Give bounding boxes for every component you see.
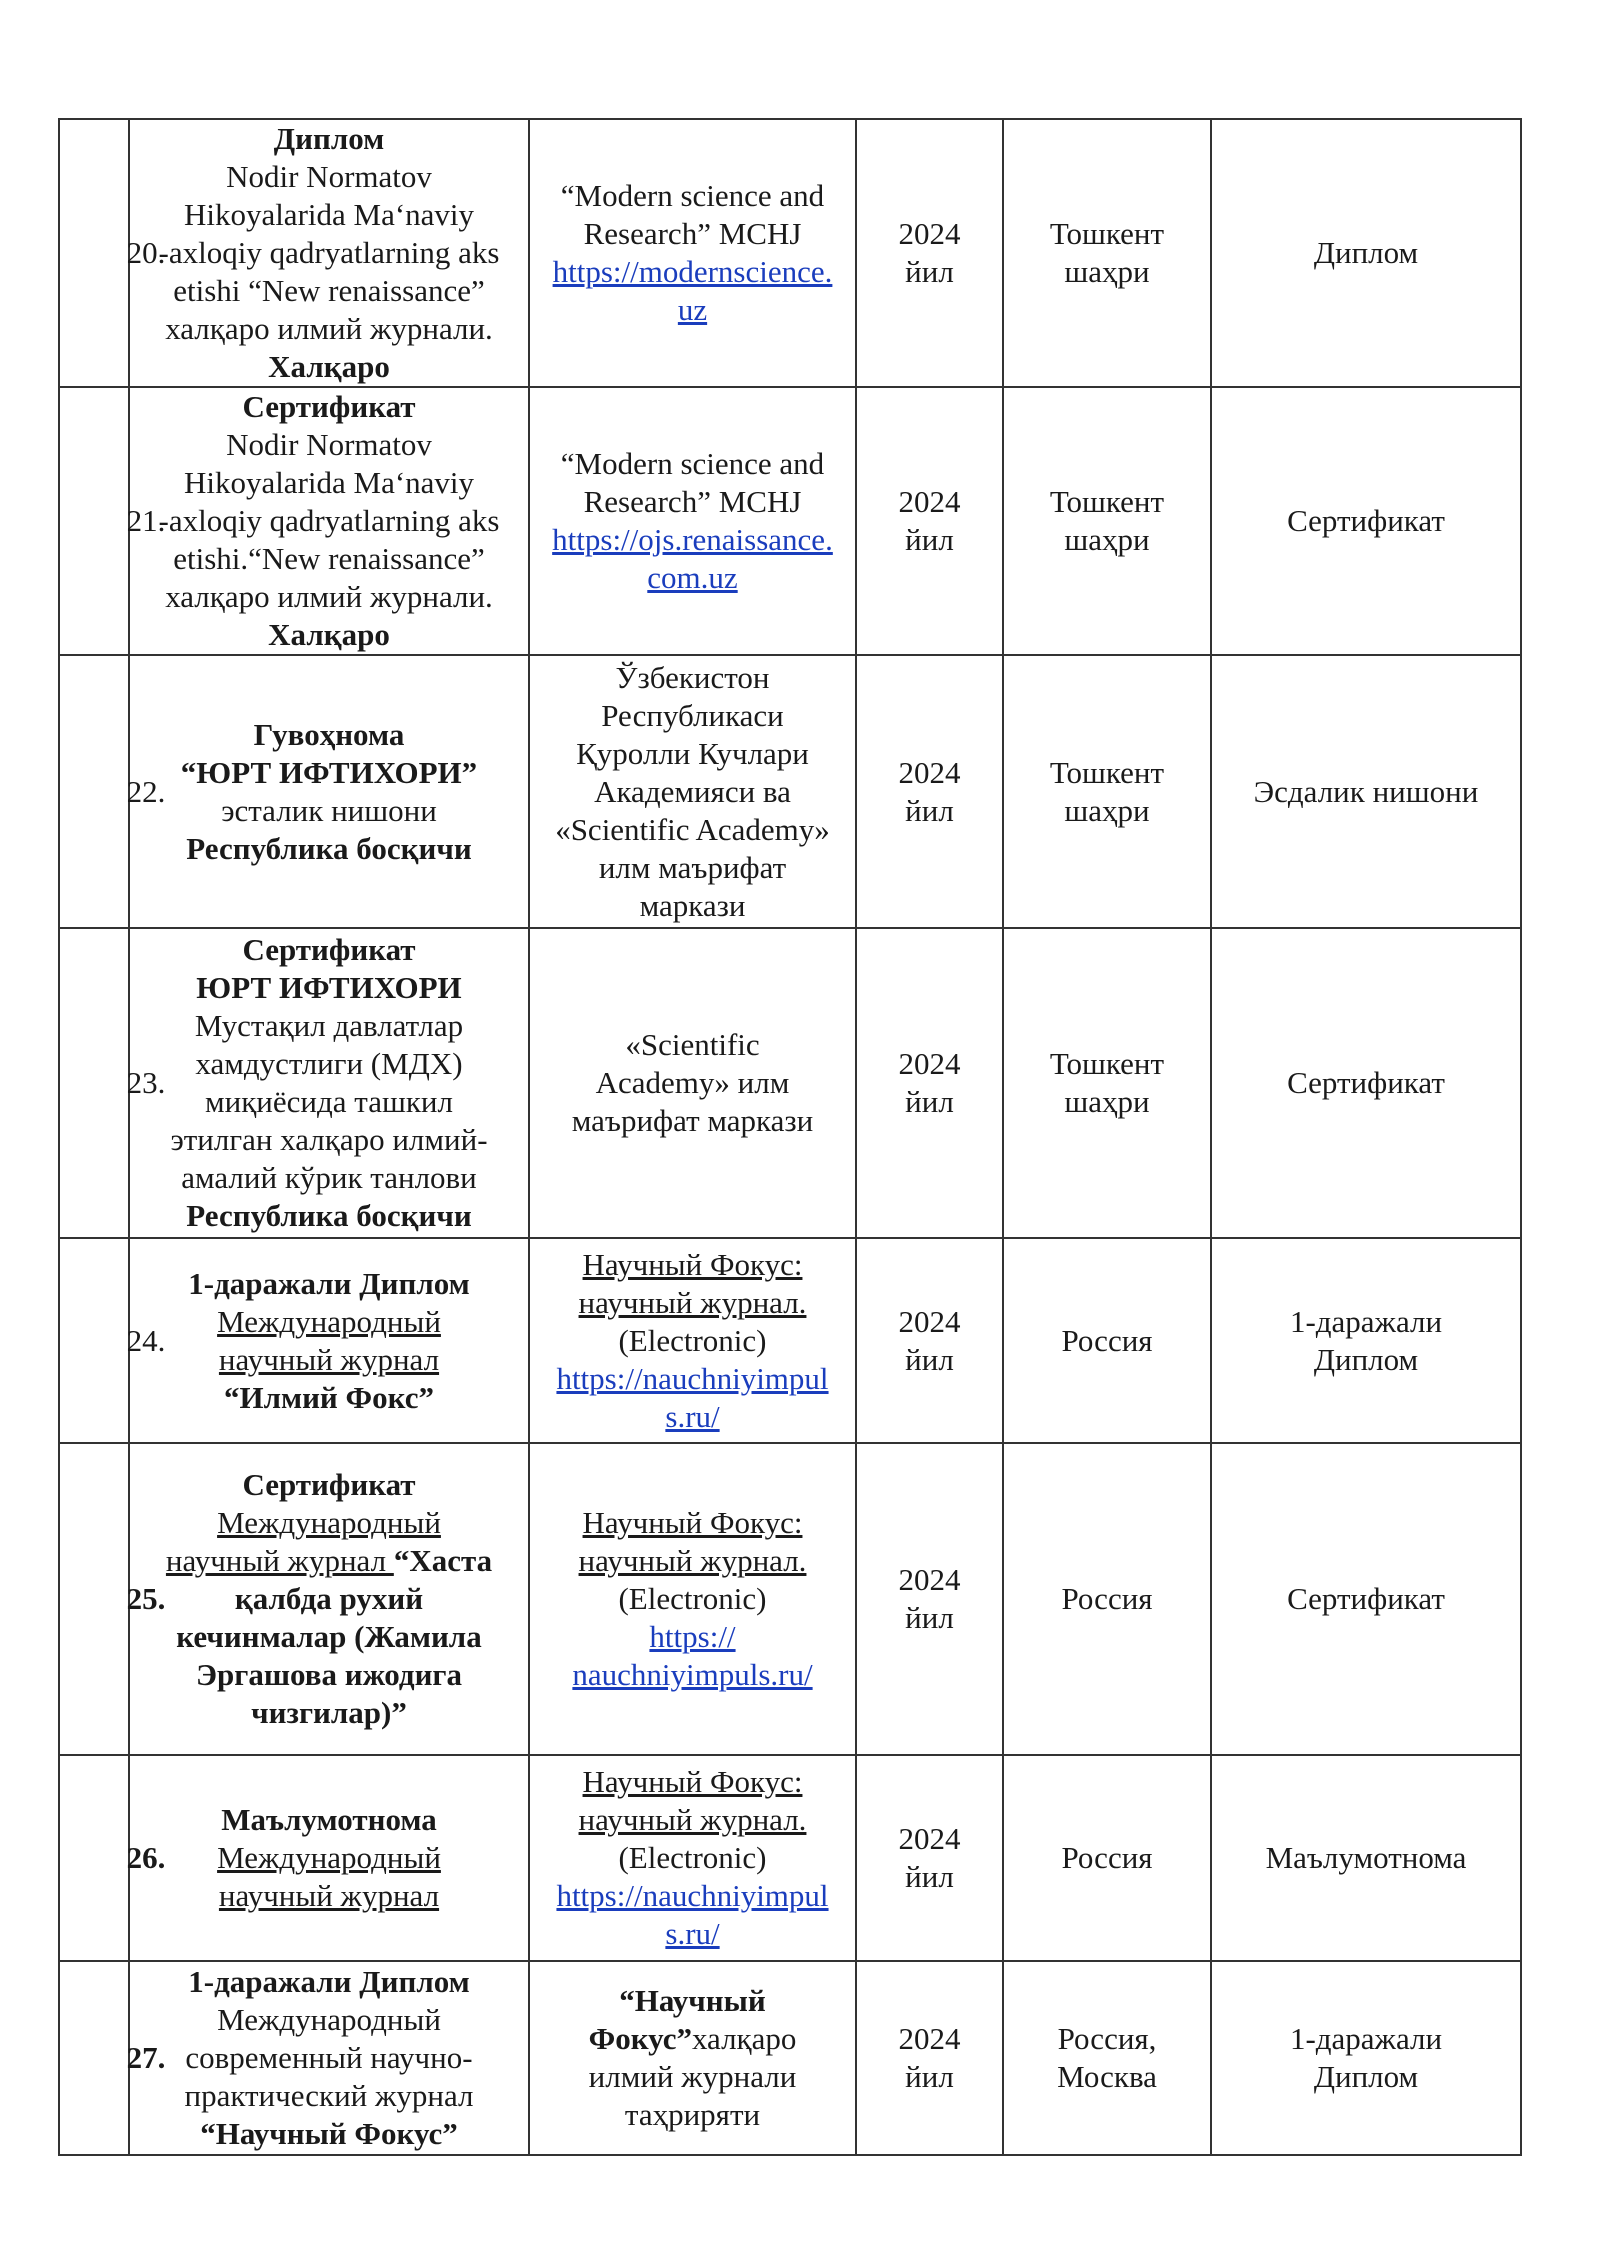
place-cell: Россия — [1003, 1755, 1211, 1961]
table-row — [59, 1755, 1521, 1961]
organizer-cell: Научный Фокус: научный журнал. (Electronic) https:// nauchniyimpuls.ru/ — [529, 1443, 856, 1755]
year-cell: 2024 йил — [856, 119, 1003, 387]
row-number: 22. — [59, 655, 129, 928]
year-cell: 2024 йил — [856, 655, 1003, 928]
description-cell: 1-даражали Диплом Международный современный научно- практический журнал “Научный Фокус” — [129, 1961, 529, 2155]
document-type-cell: Сертификат — [1211, 387, 1521, 655]
table-row — [59, 1443, 1521, 1755]
description-cell: Сертификат Международный научный журнал “Хаста қалбда рухий кечинмалар (Жамила Эргашова ижодига чизгилар)” — [129, 1443, 529, 1755]
organizer-cell: Научный Фокус: научный журнал. (Electronic) https://nauchniyimpul s.ru/ — [529, 1755, 856, 1961]
place-cell: Россия — [1003, 1238, 1211, 1443]
website-link[interactable]: nauchniyimpuls.ru/ — [572, 1657, 813, 1692]
document-type-cell: 1-даражали Диплом — [1211, 1238, 1521, 1443]
description-cell: Диплом Nodir Normatov Hikoyalarida Ma‘naviy -axloqiy qadryatlarning aks etishi “New renaissance” халқаро илмий журнали. Халқаро — [129, 119, 529, 387]
awards-table — [58, 118, 1522, 2156]
organizer-cell: “Modern science and Research” MCHJ https://modernscience. uz — [529, 119, 856, 387]
website-link[interactable]: uz — [677, 292, 708, 327]
row-number: 24. — [59, 1238, 129, 1443]
website-link[interactable]: s.ru/ — [665, 1916, 720, 1951]
website-link[interactable]: https://nauchniyimpul — [556, 1878, 829, 1913]
place-cell: Тошкент шаҳри — [1003, 928, 1211, 1238]
description-cell: Сертификат Nodir Normatov Hikoyalarida Ma‘naviy -axloqiy qadryatlarning aks etishi.“New renaissance” халқаро илмий журнали. Халқаро — [129, 387, 529, 655]
document-type-cell: Маълумотнома — [1211, 1755, 1521, 1961]
year-cell: 2024 йил — [856, 387, 1003, 655]
organizer-cell: “Modern science and Research” MCHJ https://ojs.renaissance. com.uz — [529, 387, 856, 655]
row-number: 26. — [59, 1755, 129, 1961]
row-number: 20. — [59, 119, 129, 387]
table-row — [59, 387, 1521, 655]
row-number: 23. — [59, 928, 129, 1238]
place-cell: Россия, Москва — [1003, 1961, 1211, 2155]
description-cell: Маълумотнома Международный научный журнал — [129, 1755, 529, 1961]
row-number: 21. — [59, 387, 129, 655]
organizer-cell: Ўзбекистон Республикаси Қуролли Кучлари Академияси ва «Scientific Academy» илм маърифат маркази — [529, 655, 856, 928]
table-row — [59, 119, 1521, 387]
place-cell: Тошкент шаҳри — [1003, 655, 1211, 928]
document-type-cell: Сертификат — [1211, 1443, 1521, 1755]
website-link[interactable]: https://nauchniyimpul — [556, 1360, 829, 1396]
organizer-cell: «Scientific Academy» илм маърифат маркази — [529, 928, 856, 1238]
row-number: 25. — [59, 1443, 129, 1755]
table-row — [59, 928, 1521, 1238]
place-cell: Тошкент шаҳри — [1003, 119, 1211, 387]
website-link[interactable]: https://ojs.renaissance. — [552, 522, 833, 557]
website-link[interactable]: https:// — [649, 1619, 736, 1654]
row-number: 27. — [59, 1961, 129, 2155]
description-cell: 1-даражали Диплом Международный научный журнал “Илмий Фокс” — [129, 1238, 529, 1443]
table-row — [59, 1961, 1521, 2155]
year-cell: 2024 йил — [856, 1238, 1003, 1443]
place-cell: Тошкент шаҳри — [1003, 387, 1211, 655]
website-link[interactable]: https://modernscience. — [552, 254, 833, 289]
year-cell: 2024 йил — [856, 928, 1003, 1238]
website-link[interactable]: s.ru/ — [665, 1398, 720, 1434]
table-row — [59, 1238, 1521, 1443]
table-row — [59, 655, 1521, 928]
year-cell: 2024 йил — [856, 1443, 1003, 1755]
document-type-cell: Сертификат — [1211, 928, 1521, 1238]
year-cell: 2024 йил — [856, 1755, 1003, 1961]
organizer-cell: Научный Фокус: научный журнал. (Electronic) https://nauchniyimpul s.ru/ — [529, 1238, 856, 1443]
document-type-cell: Диплом — [1211, 119, 1521, 387]
document-type-cell: Эсдалик нишони — [1211, 655, 1521, 928]
year-cell: 2024 йил — [856, 1961, 1003, 2155]
description-cell: Сертификат ЮРТ ИФТИХОРИ Мустақил давлатлар хамдустлиги (МДХ) миқиёсида ташкил этилган халқаро илмий- амалий кўрик танлови Республика босқичи — [129, 928, 529, 1238]
website-link[interactable]: com.uz — [647, 560, 738, 595]
document-type-cell: 1-даражали Диплом — [1211, 1961, 1521, 2155]
place-cell: Россия — [1003, 1443, 1211, 1755]
description-cell: Гувоҳнома “ЮРТ ИФТИХОРИ” эсталик нишони Республика босқичи — [129, 655, 529, 928]
organizer-cell: “Научный Фокус”халқаро илмий журнали таҳриряти — [529, 1961, 856, 2155]
